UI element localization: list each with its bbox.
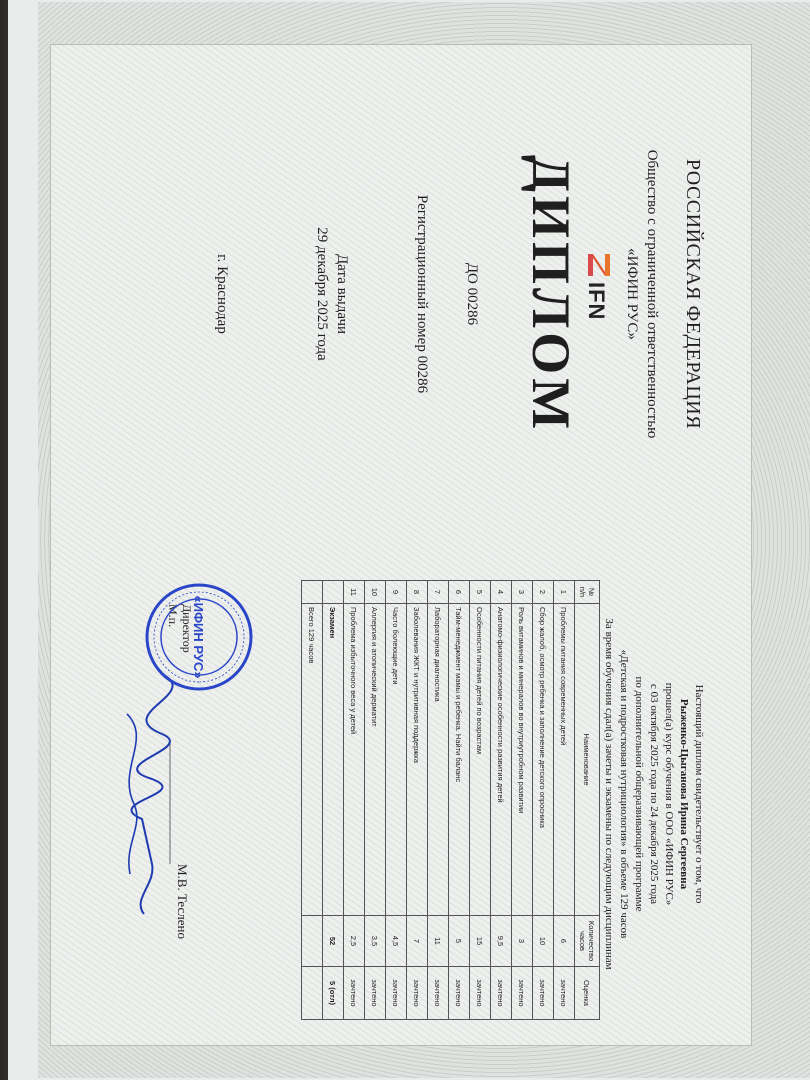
stamp-icon xyxy=(144,582,254,692)
row-name: Сбор жалоб, осмотр ребенка и заполнение детского опросника xyxy=(533,604,554,916)
col-hours-header: Количество часов xyxy=(575,916,600,967)
row-number: 1 xyxy=(554,581,575,604)
col-number-header: № п/п xyxy=(575,581,600,604)
row-grade: зачтено xyxy=(554,967,575,1020)
row-number xyxy=(302,581,323,604)
row-number: 6 xyxy=(449,581,470,604)
table-row xyxy=(491,581,512,1020)
director-name: М.В. Теслено xyxy=(175,864,190,940)
row-hours: 7 xyxy=(407,916,428,967)
row-hours: 5 xyxy=(449,916,470,967)
intro-line: прошел(а) курс обучения в ООО «ИФИН РУС» xyxy=(663,682,675,906)
logo-mark-icon xyxy=(588,254,610,276)
row-name: Аллергия и атопический дерматит xyxy=(365,604,386,916)
row-hours: 3 xyxy=(512,916,533,967)
table-row xyxy=(554,581,575,1020)
table-row xyxy=(302,581,323,1020)
registration-number: Регистрационный номер 00286 xyxy=(414,194,430,394)
row-hours: 11 xyxy=(428,916,449,967)
row-name: Проблемы питания современных детей xyxy=(554,604,575,916)
table-row xyxy=(449,581,470,1020)
diploma-content xyxy=(42,44,742,1044)
table-row xyxy=(533,581,554,1020)
row-name: Роль витаминов и минералов во внутриутробном развитии xyxy=(512,604,533,916)
row-grade: 5 (отл) xyxy=(323,967,344,1020)
row-hours: 4,5 xyxy=(386,916,407,967)
seal-mark: М.п. xyxy=(166,604,180,628)
row-name: Проблема избыточного веса у детей xyxy=(344,604,365,916)
row-number: 10 xyxy=(365,581,386,604)
row-number: 3 xyxy=(512,581,533,604)
row-grade xyxy=(302,967,323,1020)
ifn-logo xyxy=(582,224,616,364)
director-label: Директор xyxy=(180,604,194,653)
table-header-row xyxy=(575,581,600,1020)
row-grade: зачтено xyxy=(533,967,554,1020)
row-number: 2 xyxy=(533,581,554,604)
intro-line: Настоящий диплом свидетельствует о том, что xyxy=(693,684,705,904)
row-grade: зачтено xyxy=(428,967,449,1020)
row-grade: зачтено xyxy=(407,967,428,1020)
row-grade: зачтено xyxy=(365,967,386,1020)
organization-line-1: Общество с ограниченной ответственностью xyxy=(644,149,660,439)
row-hours: 3,5 xyxy=(365,916,386,967)
row-number: 9 xyxy=(386,581,407,604)
table-row xyxy=(512,581,533,1020)
col-grade-header: Оценка xyxy=(575,967,600,1020)
country-heading: РОССИЙСКАЯ ФЕДЕРАЦИЯ xyxy=(682,158,704,430)
table-row xyxy=(428,581,449,1020)
table-row xyxy=(344,581,365,1020)
disciplines-table xyxy=(301,580,600,1020)
row-hours: 52 xyxy=(323,916,344,967)
row-name: Часто болеющие дети xyxy=(386,604,407,916)
row-name: Заболевания ЖКТ и нутритивная поддержка xyxy=(407,604,428,916)
recipient-name: Рыженко-Цыганова Ирина Сергеевна xyxy=(678,698,690,890)
row-hours: 9,5 xyxy=(491,916,512,967)
row-grade: зачтено xyxy=(470,967,491,1020)
table-row xyxy=(386,581,407,1020)
row-hours: 6 xyxy=(554,916,575,967)
row-hours: 15 xyxy=(470,916,491,967)
row-grade: зачтено xyxy=(512,967,533,1020)
intro-line: с 03 октября 2025 года по 24 декабря 2025 года xyxy=(648,683,660,905)
row-grade: зачтено xyxy=(449,967,470,1020)
table-row xyxy=(470,581,491,1020)
intro-line: За время обучения сдал(а) зачеты и экзамены по следующим дисциплинам xyxy=(603,618,615,970)
svg-text:IFN: IFN xyxy=(584,282,609,321)
intro-line: по дополнительной общеразвивающей программе xyxy=(633,676,645,912)
row-number: 8 xyxy=(407,581,428,604)
table-row xyxy=(323,581,344,1020)
organization-line-2: «ИФИН РУС» xyxy=(624,248,640,340)
issue-date-label: Дата выдачи xyxy=(334,253,350,335)
table-row xyxy=(407,581,428,1020)
row-hours: 10 xyxy=(533,916,554,967)
row-name: Всего 129 часов xyxy=(302,604,323,916)
row-number: 7 xyxy=(428,581,449,604)
city: г. Краснодар xyxy=(214,254,230,334)
row-number: 5 xyxy=(470,581,491,604)
issue-date: 29 декабря 2025 года xyxy=(314,227,330,361)
table-row xyxy=(365,581,386,1020)
row-name: Тайм-менеджмент мамы и ребенка. Найти баланс xyxy=(449,604,470,916)
row-name: Лабораторная диагностика xyxy=(428,604,449,916)
row-number: 11 xyxy=(344,581,365,604)
row-hours xyxy=(302,916,323,967)
row-number: 4 xyxy=(491,581,512,604)
diploma-title: ДИПЛОМ xyxy=(521,154,581,434)
row-name: Анатомо-физиологические особенности развития детей xyxy=(491,604,512,916)
row-grade: зачтено xyxy=(344,967,365,1020)
row-grade: зачтено xyxy=(386,967,407,1020)
certificate-intro xyxy=(601,574,706,1014)
row-number xyxy=(323,581,344,604)
row-hours: 2,5 xyxy=(344,916,365,967)
col-name-header: Наименование xyxy=(575,604,600,916)
diploma-number: ДО 00286 xyxy=(464,262,480,326)
row-name: Особенности питания детей по возрастам xyxy=(470,604,491,916)
row-grade: зачтено xyxy=(491,967,512,1020)
row-name: Экзамен xyxy=(323,604,344,916)
company-stamp xyxy=(144,582,254,692)
svg-text:«ИФИН РУС»: «ИФИН РУС» xyxy=(191,595,206,679)
program-name: «Детская и подростковая нутрициология» в объеме 129 часов xyxy=(618,649,630,939)
